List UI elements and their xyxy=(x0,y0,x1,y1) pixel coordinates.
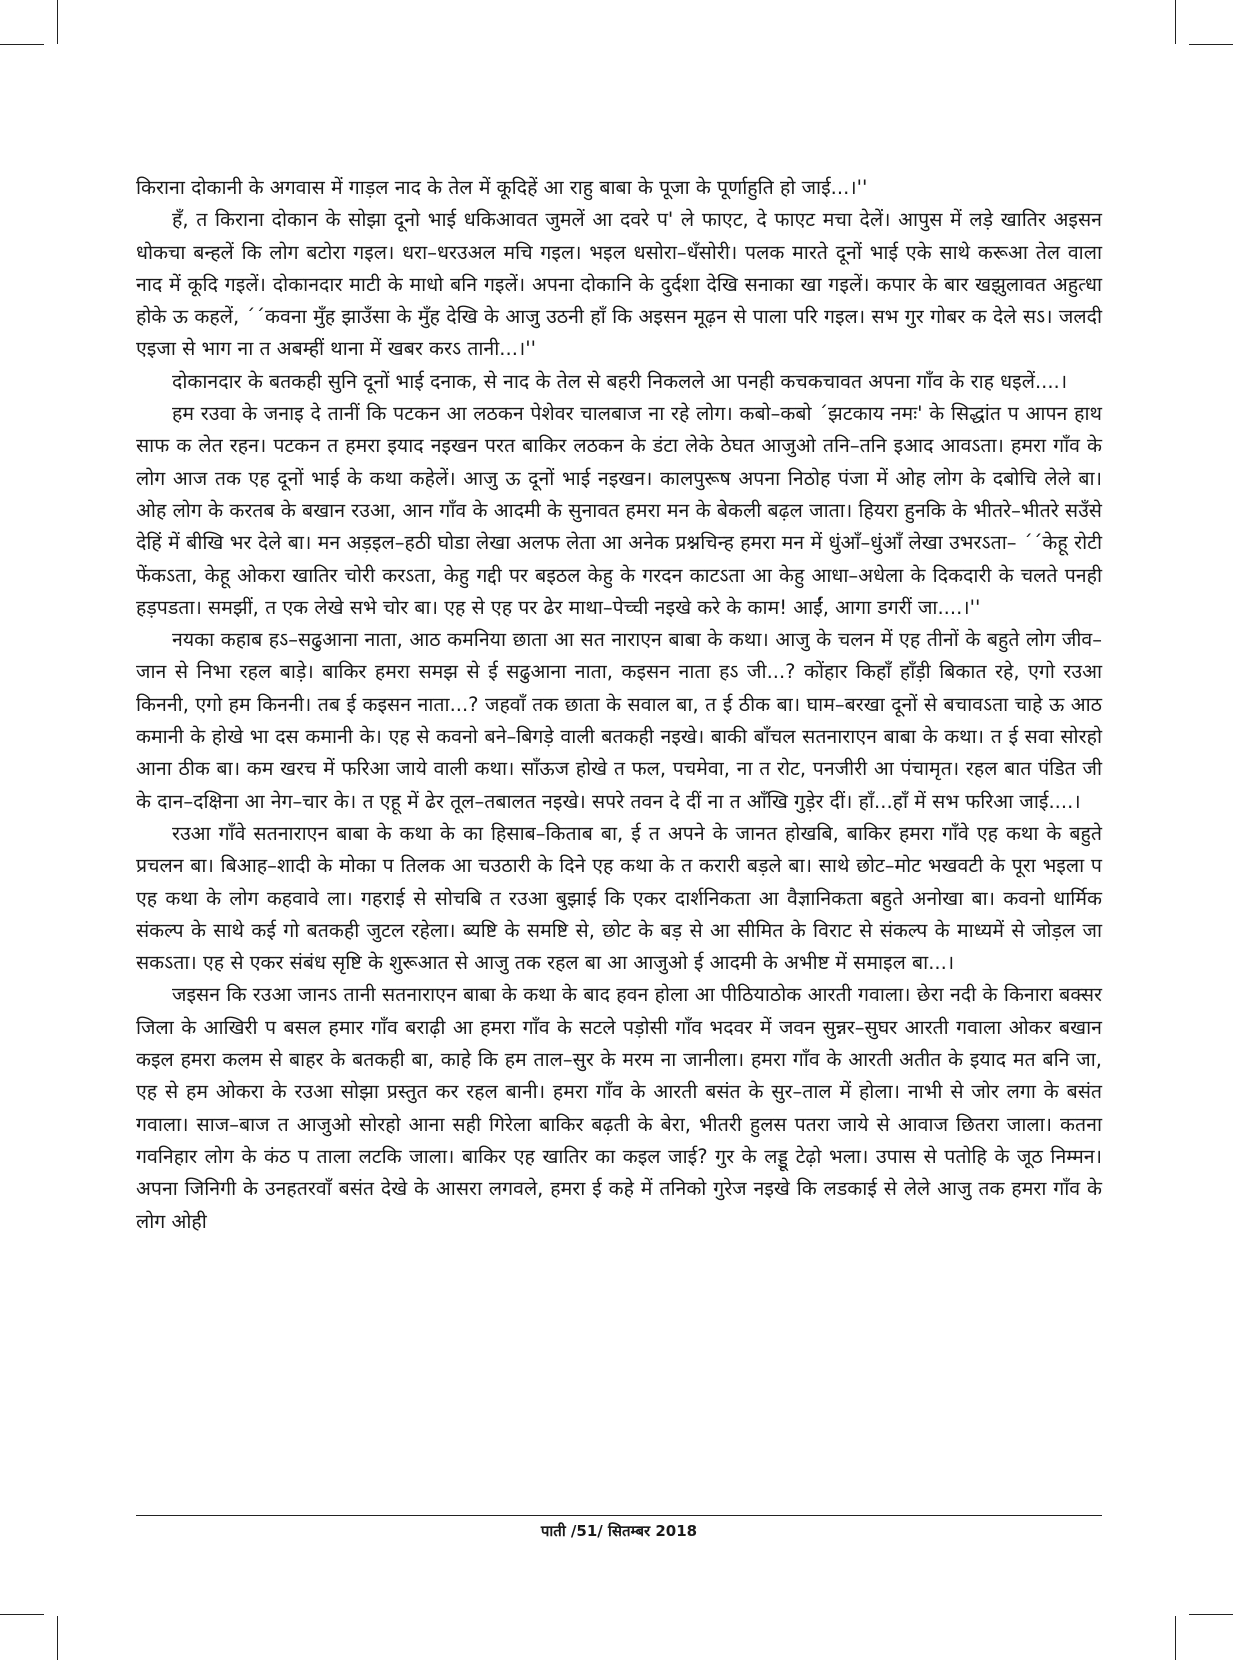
paragraph: जइसन कि रउआ जानऽ तानी सतनाराएन बाबा के कथा के बाद हवन होला आ पीठियाठोक आरती गवाला। छेरा नदी के किनारा बक्सर जिला के आखिरी प बसल हमार गाँव बराढ़ी आ हमरा गाँव के सटले पड़ोसी गाँव भदवर में जवन सुन्नर–सुघर आरती गवाला ओकर बखान कइल हमरा कलम से बाहर के बतकही बा, काहे कि हम ताल–सुर के मरम ना जानीला। हमरा गाँव के आरती अतीत के इयाद मत बनि जा, एह से हम ओकरा के रउआ सोझा प्रस्तुत कर रहल बानी। हमरा गाँव के आरती बसंत के सुर–ताल में होला। नाभी से जोर लगा के बसंत गवाला। साज–बाज त आजुओ सोरहो आना सही गिरेला बाकिर बढ़ती के बेरा, भीतरी हुलस पतरा जाये से आवाज छितरा जाला। कतना गवनिहार लोग के कंठ प ताला लटकि जाला। बाकिर एह खातिर का कइल जाई? गुर के लड्डू टेढ़ो भला। उपास से पतोहि के जूठ निम्मन। अपना जिनिगी के उनहतरवाँ बसंत देखे के आसरा लगवले, हमरा ई कहे में तनिको गुरेज नइखे कि लडकाई से लेले आजु तक हमरा गाँव के लोग ओही xyxy=(136,983,1102,1233)
crop-mark xyxy=(57,0,58,44)
crop-mark xyxy=(1175,1616,1176,1660)
crop-mark xyxy=(1175,0,1176,44)
paragraph: हम रउवा के जनाइ दे तानीं कि पटकन आ लठकन पेशेवर चालबाज ना रहे लोग। कबो–कबो ´झटकाय नमः' के सिद्धांत प आपन हाथ साफ क लेत रहन। पटकन त हमरा इयाद नइखन परत बाकिर लठकन के डंटा लेके ठेघत आजुओ तनि–तनि इआद आवऽता। हमरा गाँव के लोग आज तक एह दूनों भाई के कथा कहेलें। आजु ऊ दूनों भाई नइखन। कालपुरूष अपना निठोह पंजा में ओह लोग के दबोचि लेले बा। ओह लोग के करतब के बखान रउआ, आन गाँव के आदमी के सुनावत हमरा मन के बेकली बढ़ल जाता। हियरा हुनकि के भीतरे–भीतरे सउँसे देहिं में बीखि भर देले बा। मन अड़इल–हठी घोडा लेखा अलफ लेता आ अनेक प्रश्नचिन्ह हमरा मन में धुंआँ–धुंआँ लेखा उभरऽता– ´´केहू रोटी फेंकऽता, केहू ओकरा खातिर चोरी करऽता, केहु गद्दी पर बइठल केहु के गरदन काटऽता आ केहु आधा–अधेला के दिकदारी के चलते पनही हड़पडता। समझीं, त एक लेखे सभे चोर बा। एह से एह पर ढेर माथा–पेच्ची नइखे करे के काम! आईं, आगा डगरीं जा....।'' xyxy=(136,402,1102,619)
paragraph: किराना दोकानी के अगवास में गाड़ल नाद के तेल में कूदिहें आ राहु बाबा के पूजा के पूर्णाहुति हो जाई...।'' xyxy=(136,176,868,199)
paragraph: दोकानदार के बतकही सुनि दूनों भाई दनाक, से नाद के तेल से बहरी निकलले आ पनही कचकचावत अपना गाँव के राह धइलें....। xyxy=(172,369,1068,393)
crop-mark xyxy=(1189,1614,1233,1615)
paragraph: हँ, त किराना दोकान के सोझा दूनो भाई धकिआवत जुमलें आ दवरे प' ले फाएट, दे फाएट मचा देलें। आपुस में लड़े खातिर अइसन धोकचा बन्हलें कि लोग बटोरा गइल। धरा–धरउअल मचि गइल। भइल धसोरा–धँसोरी। पलक मारते दूनों भाई एके साथे करूआ तेल वाला नाद में कूदि गइलें। दोकानदार माटी के माधो बनि गइलें। अपना दोकानि के दुर्दशा देखि सनाका खा गइलें। कपार के बार खझुलावत अहुत्धा होके ऊ कहलें, ´´कवना मुँह झाउँसा के मुँह देखि के आजु उठनी हाँ कि अइसन मूढ़न से पाला परि गइल। सभ गुर गोबर क देले सऽ। जलदी एइजा से भाग ना त अबम्हीं थाना में खबर करऽ तानी...।'' xyxy=(136,208,1102,361)
crop-mark xyxy=(1189,44,1233,45)
crop-mark xyxy=(0,1614,44,1615)
crop-mark xyxy=(0,44,44,45)
crop-mark xyxy=(57,1616,58,1660)
page-footer: पाती /51/ सितम्बर 2018 xyxy=(540,1522,698,1540)
footer-divider xyxy=(136,1515,1102,1516)
paragraph: रउआ गाँवे सतनाराएन बाबा के कथा के का हिसाब–किताब बा, ई त अपने के जानत होखबि, बाकिर हमरा गाँवे एह कथा के बहुते प्रचलन बा। बिआह–शादी के मोका प तिलक आ चउठारी के दिने एह कथा के त करारी बड़ले बा। साथे छोट–मोट भखवटी के पूरा भइला प एह कथा के लोग कहवावे ला। गहराई से सोचबि त रउआ बुझाई कि एकर दार्शनिकता आ वैज्ञानिकता बहुते अनोखा बा। कवनो धार्मिक संकल्प के साथे कई गो बतकही जुटल रहेला। ब्यष्टि के समष्टि से, छोट के बड़ से आ सीमित के विराट से संकल्प के माध्यमें से जोड़ल जा सकऽता। एह से एकर संबंध सृष्टि के शुरूआत से आजु तक रहल बा आ आजुओ ई आदमी के अभीष्ट में समाइल बा...। xyxy=(136,821,1102,975)
article-body xyxy=(136,172,1102,1238)
paragraph: नयका कहाब हऽ–सढुआना नाता, आठ कमनिया छाता आ सत नाराएन बाबा के कथा। आजु के चलन में एह तीनों के बहुते लोग जीव–जान से निभा रहल बाड़े। बाकिर हमरा समझ से ई सढुआना नाता, कइसन नाता हऽ जी...? कोंहार किहाँ हाँड़ी बिकात रहे, एगो रउआ किननी, एगो हम किननी। तब ई कइसन नाता...? जहवाँ तक छाता के सवाल बा, त ई ठीक बा। घाम–बरखा दूनों से बचावऽता चाहे ऊ आठ कमानी के होखे भा दस कमानी के। एह से कवनो बने–बिगड़े वाली बतकही नइखे। बाकी बाँचल सतनाराएन बाबा के कथा। त ई सवा सोरहो आना ठीक बा। कम खरच में फरिआ जाये वाली कथा। साँऊज होखे त फल, पचमेवा, ना त रोट, पनजीरी आ पंचामृत। रहल बात पंडित जी के दान–दक्षिना आ नेग–चार के। त एहू में ढेर तूल–तबालत नइखे। सपरे तवन दे दीं ना त आँखि गुड़ेर दीं। हाँ...हाँ में सभ फरिआ जाई....। xyxy=(136,628,1102,813)
